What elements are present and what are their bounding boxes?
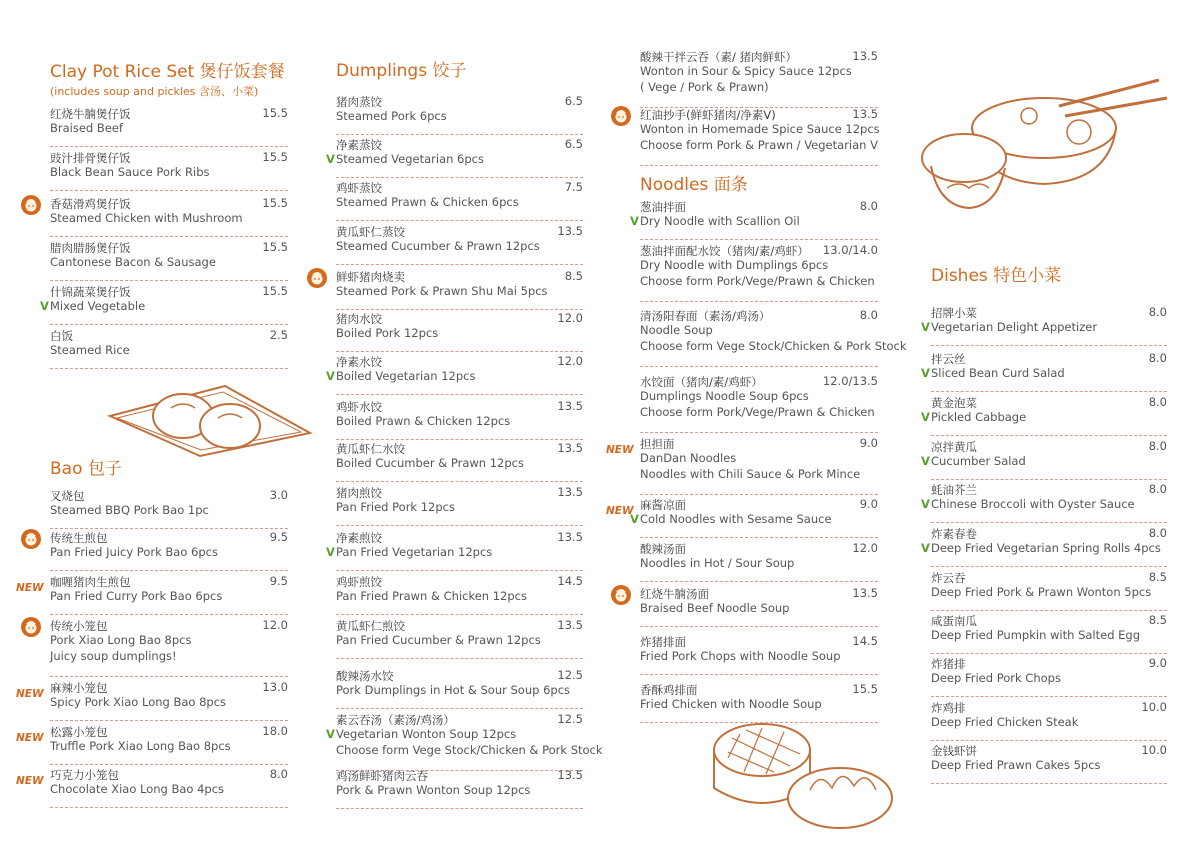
item-english-name: Cucumber Salad <box>931 454 1026 468</box>
menu-item <box>630 199 878 240</box>
item-price: 3.0 <box>269 488 288 502</box>
item-price: 15.5 <box>852 682 878 696</box>
item-chinese-name: 鸡虾蒸饺 <box>336 181 382 195</box>
item-chinese-name: 黄瓜虾仁煎饺 <box>336 619 405 633</box>
menu-item <box>336 668 583 709</box>
vegetarian-mark: V <box>326 727 335 741</box>
menu-item <box>326 712 603 771</box>
new-badge: NEW <box>16 732 44 744</box>
bao-title: Bao 包子 <box>50 459 122 479</box>
chef-recommend-icon <box>20 616 42 638</box>
new-badge: NEW <box>16 688 44 700</box>
menu-item <box>336 441 583 482</box>
item-price: 13.5 <box>852 586 878 600</box>
dishes-title: Dishes 特色小菜 <box>931 266 1062 286</box>
item-chinese-name: 红烧牛腩汤面 <box>640 587 709 601</box>
item-english-name: Steamed Vegetarian 6pcs <box>336 152 484 166</box>
menu-item <box>16 574 288 615</box>
item-english-name: Steamed Chicken with Mushroom <box>50 211 243 225</box>
item-chinese-name: 葱油拌面配水饺（猪肉/素/鸡虾） <box>640 244 809 258</box>
item-chinese-name: 黄瓜虾仁水饺 <box>336 442 405 456</box>
item-english-name: Cantonese Bacon & Sausage <box>50 255 216 269</box>
bao-steamer-illustration <box>105 378 315 458</box>
menu-item <box>921 439 1167 480</box>
item-english-name: Chinese Broccoli with Oyster Sauce <box>931 497 1135 511</box>
item-description: Choose form Pork/Vege/Prawn & Chicken <box>640 405 875 419</box>
item-english-name: Deep Fried Pork Chops <box>931 671 1061 685</box>
item-english-name: Cold Noodles with Sesame Sauce <box>640 512 832 526</box>
item-chinese-name: 酸辣干拌云吞（素/ 猪肉鲜虾） <box>640 50 798 64</box>
item-description: Choose form Pork & Prawn / Vegetarian V <box>640 138 878 152</box>
item-english-name: Dumplings Noodle Soup 6pcs <box>640 389 809 403</box>
item-english-name: Pan Fried Pork 12pcs <box>336 500 455 514</box>
menu-item <box>931 613 1167 654</box>
menu-item <box>640 586 878 627</box>
item-price: 13.0/14.0 <box>822 243 878 257</box>
item-price: 15.5 <box>262 240 288 254</box>
vegetarian-mark: V <box>326 152 335 166</box>
item-english-name: Black Bean Sauce Pork Ribs <box>50 165 210 179</box>
item-chinese-name: 炸猪排面 <box>640 635 686 649</box>
menu-item <box>336 618 583 659</box>
menu-item <box>640 308 907 367</box>
item-english-name: Vegetarian Wonton Soup 12pcs <box>336 727 517 741</box>
item-english-name: Boiled Cucumber & Prawn 12pcs <box>336 456 524 470</box>
item-english-name: Fried Chicken with Noodle Soup <box>640 697 822 711</box>
item-price: 12.5 <box>557 668 583 682</box>
clay-pot-subtitle: (includes soup and pickles 含汤、小菜) <box>50 85 259 98</box>
menu-item <box>640 634 878 675</box>
item-price: 6.5 <box>564 94 583 108</box>
item-price: 15.5 <box>262 196 288 210</box>
item-english-name: Braised Beef Noodle Soup <box>640 601 790 615</box>
item-english-name: Fried Pork Chops with Noodle Soup <box>640 649 841 663</box>
item-description: Choose form Pork/Vege/Prawn & Chicken <box>640 274 875 288</box>
item-description: Noodles with Chili Sauce & Pork Mince <box>640 467 861 481</box>
item-english-name: Pork & Prawn Wonton Soup 12pcs <box>336 783 531 797</box>
item-price: 13.5 <box>557 768 583 782</box>
dumplings-title: Dumplings 饺子 <box>336 61 467 81</box>
item-description: Choose form Vege Stock/Chicken & Pork Stock <box>336 743 603 757</box>
item-chinese-name: 酸辣汤水饺 <box>336 669 394 683</box>
item-english-name: Steamed Pork & Prawn Shu Mai 5pcs <box>336 284 548 298</box>
item-price: 13.5 <box>852 107 878 121</box>
menu-item <box>326 530 583 571</box>
item-price: 9.0 <box>859 436 878 450</box>
menu-item <box>50 530 288 571</box>
menu-item <box>50 150 288 191</box>
item-price: 9.5 <box>269 530 288 544</box>
menu-item <box>336 224 583 265</box>
item-price: 12.0 <box>557 354 583 368</box>
item-english-name: Pan Fried Juicy Pork Bao 6pcs <box>50 545 218 559</box>
item-price: 13.5 <box>852 49 878 63</box>
item-chinese-name: 麻辣小笼包 <box>50 681 108 695</box>
item-price: 12.0 <box>557 311 583 325</box>
item-chinese-name: 净素蒸饺 <box>336 138 382 152</box>
item-price: 13.5 <box>557 485 583 499</box>
item-chinese-name: 什锦蔬菜煲仔饭 <box>50 285 131 299</box>
menu-item <box>50 240 288 281</box>
menu-item <box>640 107 878 166</box>
item-chinese-name: 蚝油芥兰 <box>931 483 977 497</box>
item-price: 8.0 <box>1148 351 1167 365</box>
bao-section <box>50 454 288 479</box>
steamer-basket-illustration <box>710 718 900 838</box>
menu-item <box>336 485 583 526</box>
item-english-name: Mixed Vegetable <box>50 299 146 313</box>
item-chinese-name: 素云吞汤（素汤/鸡汤） <box>336 713 455 727</box>
menu-item <box>921 305 1167 346</box>
item-chinese-name: 香酥鸡排面 <box>640 683 698 697</box>
item-price: 15.5 <box>262 150 288 164</box>
vegetarian-mark: V <box>921 366 930 380</box>
item-english-name: Deep Fried Chicken Steak <box>931 715 1079 729</box>
item-chinese-name: 鸡虾水饺 <box>336 400 382 414</box>
item-english-name: Dry Noodle with Scallion Oil <box>640 214 800 228</box>
item-price: 8.0 <box>859 308 878 322</box>
item-chinese-name: 金钱虾饼 <box>931 744 977 758</box>
item-chinese-name: 担担面 <box>640 437 675 451</box>
item-price: 10.0 <box>1141 700 1167 714</box>
item-price: 8.0 <box>859 199 878 213</box>
item-chinese-name: 凉拌黄瓜 <box>931 440 977 454</box>
item-english-name: DanDan Noodles <box>640 451 737 465</box>
menu-item <box>40 284 288 325</box>
item-price: 7.5 <box>564 180 583 194</box>
item-price: 13.5 <box>557 530 583 544</box>
item-chinese-name: 猪肉水饺 <box>336 312 382 326</box>
menu-item <box>921 526 1167 567</box>
menu-item <box>606 436 878 495</box>
item-english-name: Vegetarian Delight Appetizer <box>931 320 1098 334</box>
clay-pot-section <box>50 57 288 99</box>
menu-item <box>50 488 288 529</box>
item-price: 14.5 <box>557 574 583 588</box>
item-chinese-name: 红烧牛腩煲仔饭 <box>50 107 131 121</box>
item-english-name: Boiled Pork 12pcs <box>336 326 439 340</box>
item-english-name: Boiled Vegetarian 12pcs <box>336 369 476 383</box>
item-description: Juicy soup dumplings! <box>50 649 177 663</box>
menu-item <box>50 196 288 237</box>
item-chinese-name: 红油抄手(鲜虾猪肉/净素V) <box>640 108 776 122</box>
item-english-name: Pickled Cabbage <box>931 410 1027 424</box>
item-english-name: Noodles in Hot / Sour Soup <box>640 556 795 570</box>
item-english-name: Sliced Bean Curd Salad <box>931 366 1065 380</box>
item-english-name: Noodle Soup <box>640 323 713 337</box>
item-chinese-name: 传统生煎包 <box>50 531 108 545</box>
item-price: 15.5 <box>262 284 288 298</box>
menu-item <box>640 682 878 723</box>
item-price: 8.0 <box>1148 439 1167 453</box>
item-english-name: Pan Fried Cucumber & Prawn 12pcs <box>336 633 541 647</box>
vegetarian-mark: V <box>921 454 930 468</box>
item-chinese-name: 酸辣汤面 <box>640 542 686 556</box>
new-badge: NEW <box>16 582 44 594</box>
item-price: 12.5 <box>557 712 583 726</box>
item-price: 13.5 <box>557 224 583 238</box>
item-description: Choose form Vege Stock/Chicken & Pork Stock <box>640 339 907 353</box>
item-description: ( Vege / Pork & Prawn) <box>640 80 769 94</box>
item-price: 13.0 <box>262 680 288 694</box>
item-price: 8.5 <box>1148 570 1167 584</box>
item-price: 13.5 <box>557 441 583 455</box>
item-english-name: Wonton in Sour & Spicy Sauce 12pcs <box>640 64 852 78</box>
item-english-name: Deep Fried Pumpkin with Salted Egg <box>931 628 1141 642</box>
menu-item <box>606 497 878 538</box>
item-price: 8.0 <box>1148 526 1167 540</box>
item-price: 8.0 <box>1148 395 1167 409</box>
vegetarian-mark: V <box>921 320 930 334</box>
vegetarian-mark: V <box>921 541 930 555</box>
clay-pot-title: Clay Pot Rice Set 煲仔饭套餐 <box>50 62 285 82</box>
item-english-name: Pan Fried Vegetarian 12pcs <box>336 545 493 559</box>
menu-item <box>931 656 1167 697</box>
item-english-name: Deep Fried Prawn Cakes 5pcs <box>931 758 1101 772</box>
vegetarian-mark: V <box>921 497 930 511</box>
item-price: 9.0 <box>859 497 878 511</box>
item-price: 13.5 <box>557 618 583 632</box>
item-english-name: Chocolate Xiao Long Bao 4pcs <box>50 782 225 796</box>
item-chinese-name: 清汤阳春面（素汤/鸡汤） <box>640 309 771 323</box>
menu-item <box>640 374 878 433</box>
item-price: 6.5 <box>564 137 583 151</box>
noodles-title: Noodles 面条 <box>640 175 748 195</box>
item-price: 18.0 <box>262 724 288 738</box>
item-chinese-name: 香菇滑鸡煲仔饭 <box>50 197 131 211</box>
item-price: 10.0 <box>1141 743 1167 757</box>
menu-item <box>336 768 583 809</box>
item-chinese-name: 咖喱猪肉生煎包 <box>50 575 131 589</box>
item-english-name: Steamed Cucumber & Prawn 12pcs <box>336 239 540 253</box>
item-english-name: Pork Xiao Long Bao 8pcs <box>50 633 192 647</box>
new-badge: NEW <box>606 505 634 517</box>
menu-item <box>16 680 288 721</box>
item-chinese-name: 炸素春卷 <box>931 527 977 541</box>
item-chinese-name: 叉烧包 <box>50 489 85 503</box>
vegetarian-mark: V <box>40 299 49 313</box>
menu-item <box>50 618 288 677</box>
menu-item <box>50 106 288 147</box>
vegetarian-mark: V <box>326 369 335 383</box>
vegetarian-mark: V <box>630 214 639 228</box>
item-english-name: Steamed Rice <box>50 343 130 357</box>
item-english-name: Pan Fried Prawn & Chicken 12pcs <box>336 589 527 603</box>
chef-recommend-icon <box>20 194 42 216</box>
menu-item <box>16 767 288 808</box>
item-chinese-name: 炸猪排 <box>931 657 966 671</box>
menu-item <box>336 269 583 310</box>
chef-recommend-icon <box>306 267 328 289</box>
item-chinese-name: 黄瓜虾仁蒸饺 <box>336 225 405 239</box>
noodles-section <box>640 170 878 195</box>
item-english-name: Pork Dumplings in Hot & Sour Soup 6pcs <box>336 683 571 697</box>
vegetarian-mark: V <box>921 410 930 424</box>
menu-item <box>326 137 583 178</box>
item-chinese-name: 猪肉蒸饺 <box>336 95 382 109</box>
menu-item <box>640 541 878 582</box>
item-chinese-name: 黄金泡菜 <box>931 396 977 410</box>
item-english-name: Pan Fried Curry Pork Bao 6pcs <box>50 589 223 603</box>
item-chinese-name: 腊肉腊肠煲仔饭 <box>50 241 131 255</box>
item-price: 9.5 <box>269 574 288 588</box>
menu-item <box>921 482 1167 523</box>
vegetarian-mark: V <box>630 512 639 526</box>
chef-recommend-icon <box>610 105 632 127</box>
item-chinese-name: 猪肉煎饺 <box>336 486 382 500</box>
new-badge: NEW <box>16 775 44 787</box>
item-chinese-name: 鸡汤鲜虾猪肉云吞 <box>336 769 428 783</box>
menu-item <box>921 351 1167 392</box>
item-price: 14.5 <box>852 634 878 648</box>
item-price: 12.0 <box>852 541 878 555</box>
item-price: 8.0 <box>1148 482 1167 496</box>
item-chinese-name: 麻酱凉面 <box>640 498 686 512</box>
new-badge: NEW <box>606 444 634 456</box>
item-price: 8.5 <box>1148 613 1167 627</box>
item-chinese-name: 拌云丝 <box>931 352 966 366</box>
item-price: 12.0 <box>262 618 288 632</box>
item-price: 13.5 <box>557 399 583 413</box>
item-english-name: Dry Noodle with Dumplings 6pcs <box>640 258 829 272</box>
item-chinese-name: 净素水饺 <box>336 355 382 369</box>
item-chinese-name: 巧克力小笼包 <box>50 768 119 782</box>
item-chinese-name: 炸云吞 <box>931 571 966 585</box>
menu-item <box>336 180 583 221</box>
menu-item <box>640 49 878 108</box>
item-price: 8.0 <box>269 767 288 781</box>
item-chinese-name: 招牌小菜 <box>931 306 977 320</box>
menu-item <box>931 743 1167 784</box>
item-english-name: Spicy Pork Xiao Long Bao 8pcs <box>50 695 227 709</box>
item-chinese-name: 葱油拌面 <box>640 200 686 214</box>
item-chinese-name: 净素煎饺 <box>336 531 382 545</box>
item-price: 12.0/13.5 <box>822 374 878 388</box>
item-price: 8.5 <box>564 269 583 283</box>
item-price: 2.5 <box>269 328 288 342</box>
item-chinese-name: 松露小笼包 <box>50 725 108 739</box>
item-english-name: Braised Beef <box>50 121 123 135</box>
item-english-name: Wonton in Homemade Spice Sauce 12pcs <box>640 122 880 136</box>
dishes-section <box>931 261 1167 286</box>
noodle-bowl-illustration <box>919 76 1179 221</box>
item-english-name: Boiled Prawn & Chicken 12pcs <box>336 414 511 428</box>
item-english-name: Steamed Pork 6pcs <box>336 109 447 123</box>
item-english-name: Steamed Prawn & Chicken 6pcs <box>336 195 519 209</box>
item-english-name: Deep Fried Pork & Prawn Wonton 5pcs <box>931 585 1152 599</box>
item-chinese-name: 水饺面（猪肉/素/鸡虾） <box>640 375 763 389</box>
item-price: 9.0 <box>1148 656 1167 670</box>
menu-item <box>336 574 583 615</box>
item-english-name: Steamed BBQ Pork Bao 1pc <box>50 503 209 517</box>
item-chinese-name: 白饭 <box>50 329 73 343</box>
item-english-name: Truffle Pork Xiao Long Bao 8pcs <box>50 739 231 753</box>
menu-item <box>336 399 583 440</box>
item-english-name: Deep Fried Vegetarian Spring Rolls 4pcs <box>931 541 1161 555</box>
item-chinese-name: 鸡虾煎饺 <box>336 575 382 589</box>
menu-item <box>326 354 583 395</box>
item-price: 15.5 <box>262 106 288 120</box>
chef-recommend-icon <box>20 528 42 550</box>
item-chinese-name: 传统小笼包 <box>50 619 108 633</box>
menu-item <box>640 243 878 302</box>
menu-item <box>931 570 1167 611</box>
item-chinese-name: 炸鸡排 <box>931 701 966 715</box>
menu-item <box>336 311 583 352</box>
menu-item <box>16 724 288 765</box>
item-price: 8.0 <box>1148 305 1167 319</box>
menu-item <box>50 328 288 369</box>
item-chinese-name: 豉汁排骨煲仔饭 <box>50 151 131 165</box>
menu-item <box>336 94 583 135</box>
menu-item <box>931 700 1167 741</box>
item-chinese-name: 鲜虾猪肉烧卖 <box>336 270 405 284</box>
dumplings-section <box>336 56 583 81</box>
item-chinese-name: 咸蛋南瓜 <box>931 614 977 628</box>
menu-item <box>921 395 1167 436</box>
vegetarian-mark: V <box>326 545 335 559</box>
chef-recommend-icon <box>610 584 632 606</box>
